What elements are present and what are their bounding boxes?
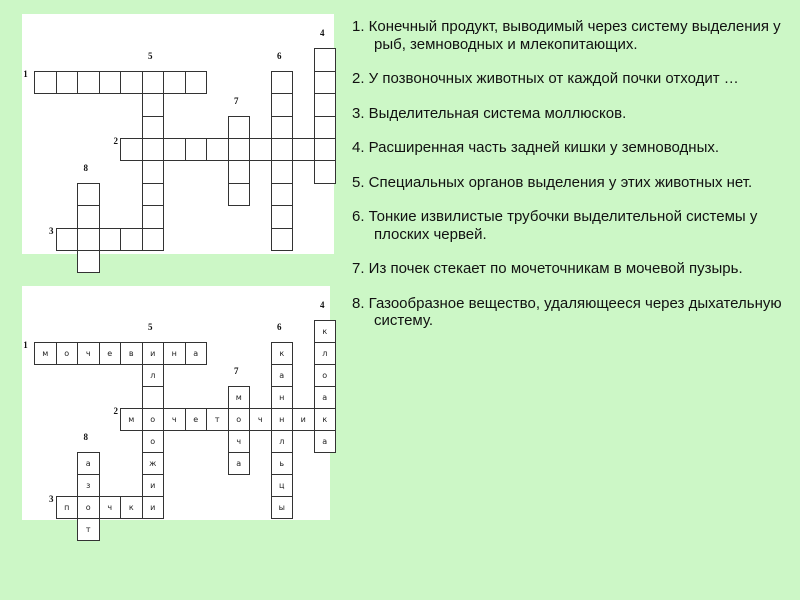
clue-number-label: 5	[147, 322, 153, 333]
crossword-cell	[99, 228, 122, 251]
crossword-cell: а	[185, 342, 208, 365]
clue-2: 2. У позвоночных животных от каждой почки отходит …	[352, 70, 739, 87]
crossword-cell: ж	[142, 452, 165, 475]
crossword-cell: к	[314, 320, 337, 343]
crossword-cell	[142, 183, 165, 206]
crossword-cell	[56, 71, 79, 94]
crossword-cell	[163, 138, 186, 161]
crossword-cell	[77, 228, 100, 251]
crossword-cell	[120, 71, 143, 94]
clue-number-label: 2	[113, 406, 119, 416]
crossword-cell	[314, 138, 337, 161]
clue-list	[352, 18, 792, 347]
crossword-cell: а	[314, 386, 337, 409]
crossword-cell	[271, 116, 294, 139]
crossword-cell: ч	[249, 408, 272, 431]
crossword-cell: о	[142, 408, 165, 431]
clue-1: 1. Конечный продукт, выводимый через систему выделения у рыб, земноводных и млекопитающих.	[352, 18, 781, 53]
crossword-cell	[314, 93, 337, 116]
crossword-cell	[142, 116, 165, 139]
crossword-cell	[163, 71, 186, 94]
crossword-cell: ч	[163, 408, 186, 431]
crossword-cell	[271, 160, 294, 183]
crossword-cell	[77, 250, 100, 273]
crossword-cell: м	[120, 408, 143, 431]
crossword-cell: и	[142, 496, 165, 519]
crossword-cell: к	[120, 496, 143, 519]
crossword-cell	[314, 48, 337, 71]
crossword-cell	[271, 205, 294, 228]
crossword-cell: е	[185, 408, 208, 431]
crossword-cell: о	[77, 496, 100, 519]
clue-number-label: 1	[23, 68, 28, 79]
crossword-cell	[271, 93, 294, 116]
crossword-cell: л	[271, 430, 294, 453]
clue-4: 4. Расширенная часть задней кишки у земноводных.	[352, 139, 720, 156]
clue-number-label: 3	[49, 225, 54, 236]
crossword-cell	[185, 71, 208, 94]
crossword-cell	[271, 138, 294, 161]
crossword-cell	[142, 386, 165, 409]
crossword-cell	[142, 71, 165, 94]
crossword-cell: ы	[271, 496, 294, 519]
crossword-cell	[142, 93, 165, 116]
crossword-cell: а	[228, 452, 251, 475]
crossword-cell	[228, 138, 251, 161]
crossword-cell: н	[271, 386, 294, 409]
crossword-cell: п	[56, 496, 79, 519]
crossword-cell: ч	[77, 342, 100, 365]
crossword-cell: а	[314, 430, 337, 453]
crossword-cell	[271, 228, 294, 251]
clue-8: 8. Газообразное вещество, удаляющееся через дыхательную систему.	[352, 294, 782, 329]
crossword-cell	[228, 116, 251, 139]
crossword-cell	[34, 71, 57, 94]
crossword-cell: ь	[271, 452, 294, 475]
crossword-cell	[120, 138, 143, 161]
crossword-cell: к	[314, 408, 337, 431]
clue-3: 3. Выделительная система моллюсков.	[352, 104, 627, 122]
crossword-cell: м	[34, 342, 57, 365]
crossword-cell	[77, 183, 100, 206]
crossword-cell	[314, 71, 337, 94]
crossword-cell	[120, 228, 143, 251]
crossword-cell: м	[228, 386, 251, 409]
crossword-cell: а	[271, 364, 294, 387]
crossword-cell: ч	[99, 496, 122, 519]
crossword-cell	[314, 160, 337, 183]
crossword-cell: и	[142, 474, 165, 497]
crossword-cell	[142, 160, 165, 183]
crossword-cell	[271, 71, 294, 94]
clue-number-label: 6	[276, 322, 282, 333]
crossword-cell: о	[142, 430, 165, 453]
crossword-cell	[292, 138, 315, 161]
crossword-cell: ч	[228, 430, 251, 453]
crossword-cell: о	[228, 408, 251, 431]
clue-6: 6. Тонкие извилистые трубочки выделительной системы у плоских червей.	[352, 208, 758, 243]
crossword-cell	[228, 183, 251, 206]
crossword-cell	[142, 205, 165, 228]
clue-number-label: 5	[147, 50, 153, 61]
crossword-cell	[206, 138, 229, 161]
clue-number-label: 7	[233, 366, 239, 377]
crossword-cell	[185, 138, 208, 161]
clue-5: 5. Специальных органов выделения у этих животных нет.	[352, 173, 753, 191]
clue-number-label: 4	[319, 300, 325, 311]
clue-number-label: 7	[233, 95, 239, 106]
crossword-cell	[77, 205, 100, 228]
crossword-cell: в	[120, 342, 143, 365]
crossword-cell: а	[77, 452, 100, 475]
crossword-cell: к	[271, 342, 294, 365]
crossword-cell: н	[163, 342, 186, 365]
crossword-cell: т	[206, 408, 229, 431]
clue-number-label: 6	[276, 50, 282, 61]
crossword-cell	[99, 71, 122, 94]
crossword-cell: о	[56, 342, 79, 365]
clue-7: 7. Из почек стекает по мочеточникам в мочевой пузырь.	[352, 260, 743, 277]
crossword-cell	[56, 228, 79, 251]
clue-number-label: 3	[49, 494, 54, 504]
crossword-cell: и	[292, 408, 315, 431]
crossword-cell	[249, 138, 272, 161]
crossword-cell	[271, 183, 294, 206]
crossword-cell	[142, 228, 165, 251]
crossword-cell	[142, 138, 165, 161]
crossword-filled	[22, 286, 330, 534]
crossword-cell	[314, 116, 337, 139]
crossword-cell: т	[77, 518, 100, 541]
crossword-cell: е	[99, 342, 122, 365]
crossword-cell: и	[142, 342, 165, 365]
crossword-cell: ц	[271, 474, 294, 497]
clue-number-label: 8	[83, 162, 88, 173]
crossword-cell	[77, 71, 100, 94]
crossword-cell: л	[314, 342, 337, 365]
crossword-cell: з	[77, 474, 100, 497]
crossword-empty	[22, 14, 334, 254]
crossword-cell: н	[271, 408, 294, 431]
clue-number-label: 8	[83, 432, 88, 443]
crossword-cell: о	[314, 364, 337, 387]
crossword-cell	[228, 160, 251, 183]
clue-number-label: 4	[319, 28, 325, 39]
clue-number-label: 1	[23, 340, 28, 350]
clue-number-label: 2	[113, 136, 119, 146]
crossword-cell: л	[142, 364, 165, 387]
